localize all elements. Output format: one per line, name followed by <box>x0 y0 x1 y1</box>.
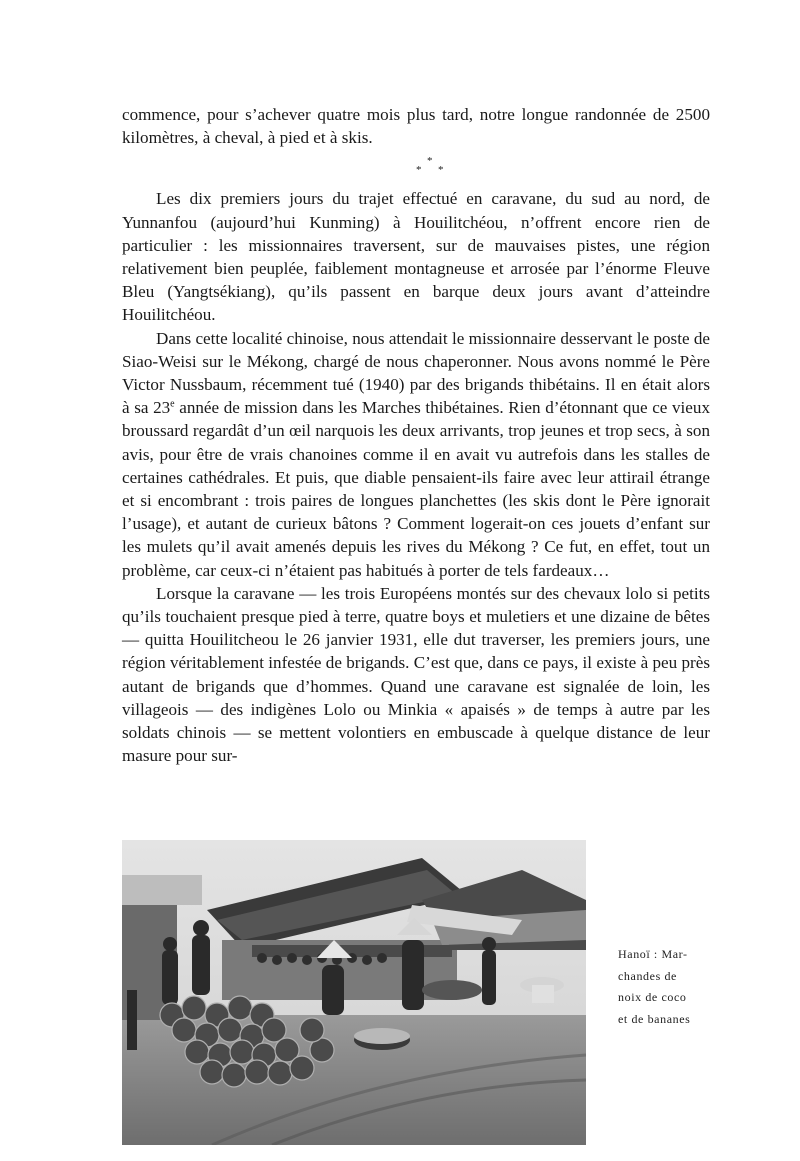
caption-line-2: chandes de <box>618 968 677 983</box>
body-text <box>122 103 710 767</box>
paragraph-continuation: commence, pour s’achever quatre mois plus tard, notre longue randonnée de 2500 kilomètres, à cheval, à pied et à skis. <box>122 105 710 148</box>
ordinal-superscript: e <box>170 398 175 410</box>
section-break-asterism <box>122 149 710 183</box>
caption-line-4: et de bananes <box>618 1011 691 1026</box>
paragraph-missionary-part1: Dans cette localité chinoise, nous attendait le missionnaire desservant le poste de Siao-Weisi sur le Mékong, chargé de nous chaperonner. Nous avons nommé le Père Victor Nussbaum, récemment tué (1940) par des brigands thibétains. Il en était alors à sa 23 <box>122 328 710 418</box>
asterisk-left: * <box>416 164 422 177</box>
market-photo <box>122 840 586 1145</box>
photo-caption <box>618 944 718 1030</box>
paragraph-journey: Les dix premiers jours du trajet effectué en caravane, du sud au nord, de Yunnanfou (aujourd’hui Kunming) à Houilitchéou, n’offrent encore rien de particulier : les missionnaires traversent, sur de mauvaises pistes, une région relativement bien peuplée, faiblement montagneuse et arrosée par l’énorme Fleuve Bleu (Yangtsékiang), qu’ils passent en barque deux jours avant d’atteindre Houilitchéou. <box>122 189 710 325</box>
asterisk-top: * <box>427 155 433 168</box>
caption-line-1: Hanoï : Mar- <box>618 947 688 961</box>
asterisk-right: * <box>438 164 444 177</box>
paragraph-missionary <box>122 327 710 582</box>
caption-line-3: noix de coco <box>618 990 687 1004</box>
market-photo-illustration <box>122 840 586 1145</box>
paragraph-missionary-part2: année de mission dans les Marches thibétaines. Rien d’étonnant que ce vieux broussard regardât d’un œil narquois les deux arrivants, trop jeunes et trop secs, à son avis, pour être de vrais chanoines comme il en avait vu autrefois dans les stalles de certaines cathédrales. Et puis, que diable pensaient-ils faire avec leur attirail étrange et si encombrant : trois paires de longues planchettes (les skis dont le Père ignorait l’usage), et autant de curieux bâtons ? Comment logerait-on ces jouets d’enfant sur les mulets qu’il avait amenés depuis les rives du Mékong ? Ce fut, en effet, tout un problème, car ceux-ci n’étaient pas habitués à porter de tels fardeaux… <box>122 398 710 580</box>
paragraph-caravan: Lorsque la caravane — les trois Européens montés sur des chevaux lolo si petits qu’ils touchaient presque pied à terre, quatre boys et muletiers et une dizaine de bêtes — quitta Houilitcheou le 26 janvier 1931, elle dut traverser, les premiers jours, une région véritablement infestée de brigands. C’est que, dans ce pays, il existe à peu près autant de brigands que d’hommes. Quand une caravane est signalée de loin, les villageois — des indigènes Lolo ou Minkia « apaisés » de temps à autre par les soldats chinois — se mettent volontiers en embuscade à quelque distance de leur masure pour sur- <box>122 583 710 766</box>
